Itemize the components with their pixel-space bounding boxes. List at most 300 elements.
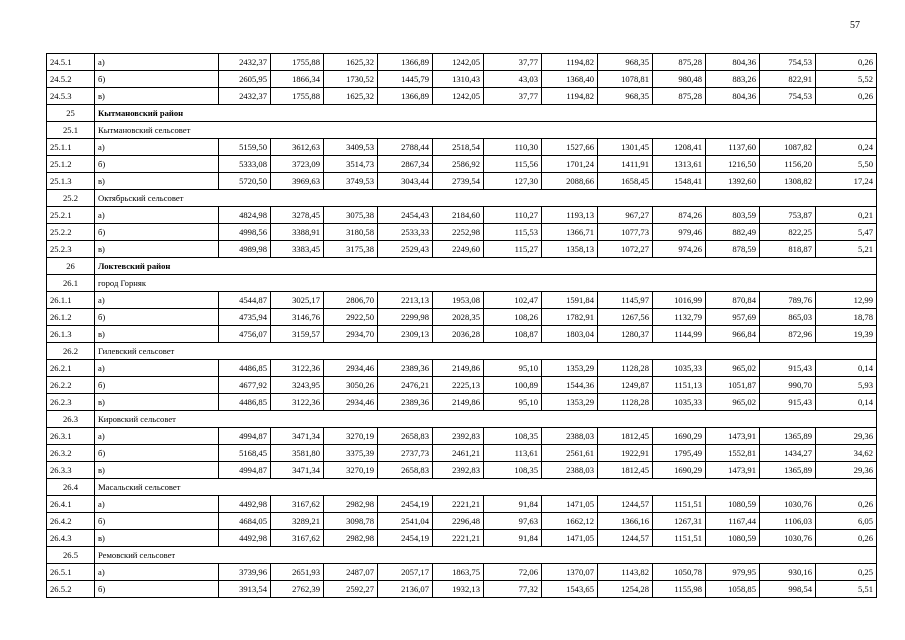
table-cell-value: 1473,91 [706, 462, 760, 479]
table-cell-value: 2651,93 [271, 564, 324, 581]
table-cell-value: 2592,27 [324, 581, 378, 598]
table-cell-value: 3159,57 [271, 326, 324, 343]
row-variant-label: б) [95, 156, 219, 173]
row-code: 26.3.2 [47, 445, 95, 462]
table-cell-value: 1365,89 [760, 428, 816, 445]
table-cell-value: 2982,98 [324, 496, 378, 513]
table-cell-value: 965,02 [706, 394, 760, 411]
table-cell-value: 3175,38 [324, 241, 378, 258]
table-cell-value: 1366,89 [378, 88, 433, 105]
table-cell-value: 1128,28 [598, 394, 653, 411]
table-cell-value: 1473,91 [706, 428, 760, 445]
table-cell-value: 110,30 [484, 139, 542, 156]
table-cell-value: 12,99 [816, 292, 877, 309]
table-cell-value: 1308,82 [760, 173, 816, 190]
table-cell-value: 915,43 [760, 360, 816, 377]
table-cell-value: 1812,45 [598, 462, 653, 479]
table-cell-value: 2533,33 [378, 224, 433, 241]
table-cell-value: 1353,29 [542, 394, 598, 411]
table-row [47, 88, 877, 105]
table-cell-value: 2136,07 [378, 581, 433, 598]
table-cell-value: 2658,83 [378, 428, 433, 445]
row-code: 26.3.3 [47, 462, 95, 479]
table-cell-value: 1353,29 [542, 360, 598, 377]
settlement-title: город Горняк [95, 275, 877, 292]
page-number: 57 [850, 20, 860, 31]
table-cell-value: 1216,50 [706, 156, 760, 173]
table-cell-value: 865,03 [760, 309, 816, 326]
row-code: 26.4.1 [47, 496, 95, 513]
table-row [47, 462, 877, 479]
subsection-header-row [47, 190, 877, 207]
row-variant-label: в) [95, 530, 219, 547]
table-cell-value: 2454,19 [378, 530, 433, 547]
table-cell-value: 2762,39 [271, 581, 324, 598]
table-cell-value: 1863,75 [433, 564, 484, 581]
table-cell-value: 91,84 [484, 530, 542, 547]
row-code: 24.5.1 [47, 54, 95, 71]
row-variant-label: в) [95, 173, 219, 190]
table-cell-value: 1151,51 [653, 496, 706, 513]
row-code: 26.5.2 [47, 581, 95, 598]
table-cell-value: 1690,29 [653, 428, 706, 445]
table-cell-value: 1690,29 [653, 462, 706, 479]
table-row [47, 207, 877, 224]
table-cell-value: 5,52 [816, 71, 877, 88]
table-cell-value: 95,10 [484, 394, 542, 411]
table-row [47, 139, 877, 156]
table-cell-value: 72,06 [484, 564, 542, 581]
table-cell-value: 753,87 [760, 207, 816, 224]
table-cell-value: 818,87 [760, 241, 816, 258]
row-variant-label: б) [95, 581, 219, 598]
settlement-title: Масальский сельсовет [95, 479, 877, 496]
table-cell-value: 3383,45 [271, 241, 324, 258]
table-cell-value: 3723,09 [271, 156, 324, 173]
table-cell-value: 4994,87 [219, 462, 271, 479]
row-code: 25.2.3 [47, 241, 95, 258]
row-variant-label: б) [95, 224, 219, 241]
table-cell-value: 915,43 [760, 394, 816, 411]
table-row [47, 309, 877, 326]
table-row [47, 581, 877, 598]
table-cell-value: 2934,46 [324, 394, 378, 411]
table-row [47, 428, 877, 445]
table-cell-value: 97,63 [484, 513, 542, 530]
table-cell-value: 1434,27 [760, 445, 816, 462]
table-cell-value: 2036,28 [433, 326, 484, 343]
row-code: 26.1.1 [47, 292, 95, 309]
table-cell-value: 5159,50 [219, 139, 271, 156]
table-cell-value: 108,35 [484, 462, 542, 479]
table-cell-value: 34,62 [816, 445, 877, 462]
table-cell-value: 3739,96 [219, 564, 271, 581]
subsection-header-row [47, 411, 877, 428]
table-cell-value: 5720,50 [219, 173, 271, 190]
table-cell-value: 1755,88 [271, 88, 324, 105]
table-cell-value: 1035,33 [653, 394, 706, 411]
table-cell-value: 4492,98 [219, 530, 271, 547]
table-cell-value: 4486,85 [219, 394, 271, 411]
subsection-header-row [47, 275, 877, 292]
table-cell-value: 3913,54 [219, 581, 271, 598]
table-cell-value: 5,51 [816, 581, 877, 598]
table-cell-value: 29,36 [816, 428, 877, 445]
table-cell-value: 1730,52 [324, 71, 378, 88]
row-variant-label: в) [95, 462, 219, 479]
table-cell-value: 102,47 [484, 292, 542, 309]
table-cell-value: 1151,13 [653, 377, 706, 394]
row-code: 26.4.3 [47, 530, 95, 547]
table-cell-value: 882,49 [706, 224, 760, 241]
table-cell-value: 5333,08 [219, 156, 271, 173]
table-cell-value: 1658,45 [598, 173, 653, 190]
settlement-title: Ремовский сельсовет [95, 547, 877, 564]
row-code: 26.2.2 [47, 377, 95, 394]
table-cell-value: 29,36 [816, 462, 877, 479]
table-cell-value: 0,14 [816, 394, 877, 411]
table-cell-value: 1866,34 [271, 71, 324, 88]
table-cell-value: 1051,87 [706, 377, 760, 394]
table-cell-value: 2296,48 [433, 513, 484, 530]
settlement-title: Октябрьский сельсовет [95, 190, 877, 207]
row-code: 26.1.3 [47, 326, 95, 343]
table-cell-value: 1208,41 [653, 139, 706, 156]
table-cell-value: 2057,17 [378, 564, 433, 581]
table-cell-value: 1151,51 [653, 530, 706, 547]
table-cell-value: 4492,98 [219, 496, 271, 513]
table-row [47, 445, 877, 462]
table-cell-value: 0,26 [816, 496, 877, 513]
table-row [47, 71, 877, 88]
table-cell-value: 2739,54 [433, 173, 484, 190]
row-variant-label: а) [95, 360, 219, 377]
table-cell-value: 0,26 [816, 530, 877, 547]
table-cell-value: 2586,92 [433, 156, 484, 173]
row-code: 25.1.2 [47, 156, 95, 173]
table-cell-value: 0,26 [816, 88, 877, 105]
table-cell-value: 804,36 [706, 88, 760, 105]
table-cell-value: 883,26 [706, 71, 760, 88]
table-row [47, 326, 877, 343]
table-cell-value: 1249,87 [598, 377, 653, 394]
row-code: 25.2 [47, 190, 95, 207]
district-title: Кытмановский район [95, 105, 877, 122]
table-cell-value: 875,28 [653, 54, 706, 71]
row-code: 25.2.2 [47, 224, 95, 241]
table-cell-value: 967,27 [598, 207, 653, 224]
table-cell-value: 1310,43 [433, 71, 484, 88]
row-code: 26.2.3 [47, 394, 95, 411]
row-variant-label: а) [95, 564, 219, 581]
table-cell-value: 1016,99 [653, 292, 706, 309]
row-code: 26.5.1 [47, 564, 95, 581]
table-cell-value: 966,84 [706, 326, 760, 343]
table-cell-value: 754,53 [760, 54, 816, 71]
table-cell-value: 3471,34 [271, 428, 324, 445]
table-cell-value: 1370,07 [542, 564, 598, 581]
table-row [47, 496, 877, 513]
table-cell-value: 2388,03 [542, 428, 598, 445]
table-cell-value: 1058,85 [706, 581, 760, 598]
table-cell-value: 1552,81 [706, 445, 760, 462]
table-cell-value: 2389,36 [378, 360, 433, 377]
table-cell-value: 1701,24 [542, 156, 598, 173]
table-cell-value: 2737,73 [378, 445, 433, 462]
row-code: 25.2.1 [47, 207, 95, 224]
district-title: Локтевский район [95, 258, 877, 275]
table-cell-value: 1932,13 [433, 581, 484, 598]
table-cell-value: 2221,21 [433, 496, 484, 513]
table-row [47, 224, 877, 241]
table-cell-value: 1548,41 [653, 173, 706, 190]
table-cell-value: 980,48 [653, 71, 706, 88]
table-cell-value: 1030,76 [760, 530, 816, 547]
table-cell-value: 1242,05 [433, 88, 484, 105]
table-cell-value: 1755,88 [271, 54, 324, 71]
table-cell-value: 1106,03 [760, 513, 816, 530]
table-row [47, 54, 877, 71]
row-code: 26.2 [47, 343, 95, 360]
table-cell-value: 1078,81 [598, 71, 653, 88]
table-cell-value: 1795,49 [653, 445, 706, 462]
table-cell-value: 4994,87 [219, 428, 271, 445]
subsection-header-row [47, 343, 877, 360]
table-cell-value: 3581,80 [271, 445, 324, 462]
table-cell-value: 1132,79 [653, 309, 706, 326]
row-code: 26 [47, 258, 95, 275]
row-code: 25.1.1 [47, 139, 95, 156]
table-cell-value: 1591,84 [542, 292, 598, 309]
row-code: 25.1.3 [47, 173, 95, 190]
table-cell-value: 2487,07 [324, 564, 378, 581]
table-cell-value: 1392,60 [706, 173, 760, 190]
table-cell-value: 1445,79 [378, 71, 433, 88]
table-cell-value: 2461,21 [433, 445, 484, 462]
table-cell-value: 1267,56 [598, 309, 653, 326]
table-cell-value: 872,96 [760, 326, 816, 343]
table-body [47, 54, 877, 598]
table-cell-value: 2867,34 [378, 156, 433, 173]
row-code: 26.1.2 [47, 309, 95, 326]
section-header-row [47, 105, 877, 122]
subsection-header-row [47, 479, 877, 496]
table-cell-value: 2432,37 [219, 88, 271, 105]
table-row [47, 173, 877, 190]
table-cell-value: 2806,70 [324, 292, 378, 309]
table-cell-value: 3375,39 [324, 445, 378, 462]
table-cell-value: 1194,82 [542, 54, 598, 71]
table-cell-value: 1244,57 [598, 496, 653, 513]
table-cell-value: 2388,03 [542, 462, 598, 479]
table-cell-value: 3122,36 [271, 360, 324, 377]
table-cell-value: 4684,05 [219, 513, 271, 530]
table-cell-value: 822,25 [760, 224, 816, 241]
table-cell-value: 1194,82 [542, 88, 598, 105]
table-cell-value: 3122,36 [271, 394, 324, 411]
table-cell-value: 957,69 [706, 309, 760, 326]
table-row [47, 360, 877, 377]
table-cell-value: 5,47 [816, 224, 877, 241]
table-cell-value: 1662,12 [542, 513, 598, 530]
table-cell-value: 108,26 [484, 309, 542, 326]
row-code: 24.5.3 [47, 88, 95, 105]
table-cell-value: 990,70 [760, 377, 816, 394]
table-cell-value: 5168,45 [219, 445, 271, 462]
table-cell-value: 1812,45 [598, 428, 653, 445]
row-code: 26.5 [47, 547, 95, 564]
table-cell-value: 878,59 [706, 241, 760, 258]
table-row [47, 156, 877, 173]
table-cell-value: 2149,86 [433, 394, 484, 411]
table-cell-value: 1193,13 [542, 207, 598, 224]
table-cell-value: 3043,44 [378, 173, 433, 190]
table-cell-value: 3075,38 [324, 207, 378, 224]
table-cell-value: 115,53 [484, 224, 542, 241]
table-row [47, 394, 877, 411]
table-cell-value: 965,02 [706, 360, 760, 377]
row-variant-label: а) [95, 292, 219, 309]
table-cell-value: 1080,59 [706, 530, 760, 547]
table-cell-value: 1366,89 [378, 54, 433, 71]
table-cell-value: 5,50 [816, 156, 877, 173]
row-variant-label: б) [95, 445, 219, 462]
table-cell-value: 804,36 [706, 54, 760, 71]
table-cell-value: 1156,20 [760, 156, 816, 173]
table-cell-value: 2184,60 [433, 207, 484, 224]
table-cell-value: 3025,17 [271, 292, 324, 309]
table-cell-value: 2299,98 [378, 309, 433, 326]
table-cell-value: 1144,99 [653, 326, 706, 343]
row-code: 26.3.1 [47, 428, 95, 445]
table-cell-value: 1072,27 [598, 241, 653, 258]
table-cell-value: 1471,05 [542, 530, 598, 547]
table-cell-value: 3270,19 [324, 462, 378, 479]
row-variant-label: б) [95, 71, 219, 88]
table-cell-value: 1922,91 [598, 445, 653, 462]
table-cell-value: 3146,76 [271, 309, 324, 326]
table-cell-value: 1254,28 [598, 581, 653, 598]
table-cell-value: 3969,63 [271, 173, 324, 190]
table-cell-value: 2225,13 [433, 377, 484, 394]
table-row [47, 292, 877, 309]
row-variant-label: а) [95, 428, 219, 445]
table-cell-value: 115,27 [484, 241, 542, 258]
table-cell-value: 1366,71 [542, 224, 598, 241]
row-variant-label: а) [95, 207, 219, 224]
table-cell-value: 77,32 [484, 581, 542, 598]
table-cell-value: 2392,83 [433, 462, 484, 479]
table-cell-value: 1050,78 [653, 564, 706, 581]
table-cell-value: 2561,61 [542, 445, 598, 462]
table-cell-value: 110,27 [484, 207, 542, 224]
section-header-row [47, 258, 877, 275]
table-cell-value: 1155,98 [653, 581, 706, 598]
table-cell-value: 2252,98 [433, 224, 484, 241]
table-cell-value: 1411,91 [598, 156, 653, 173]
table-cell-value: 3270,19 [324, 428, 378, 445]
table-cell-value: 5,21 [816, 241, 877, 258]
table-cell-value: 1953,08 [433, 292, 484, 309]
row-variant-label: б) [95, 377, 219, 394]
table-cell-value: 2149,86 [433, 360, 484, 377]
row-code: 26.4.2 [47, 513, 95, 530]
table-row [47, 241, 877, 258]
table-cell-value: 822,91 [760, 71, 816, 88]
table-cell-value: 874,26 [653, 207, 706, 224]
table-cell-value: 100,89 [484, 377, 542, 394]
table-cell-value: 1358,13 [542, 241, 598, 258]
table-cell-value: 1167,44 [706, 513, 760, 530]
row-variant-label: в) [95, 88, 219, 105]
table-row [47, 530, 877, 547]
table-cell-value: 2658,83 [378, 462, 433, 479]
table-cell-value: 2389,36 [378, 394, 433, 411]
table-cell-value: 2476,21 [378, 377, 433, 394]
subsection-header-row [47, 122, 877, 139]
table-cell-value: 1280,37 [598, 326, 653, 343]
table-cell-value: 17,24 [816, 173, 877, 190]
table-cell-value: 870,84 [706, 292, 760, 309]
table-cell-value: 3050,26 [324, 377, 378, 394]
table-cell-value: 2788,44 [378, 139, 433, 156]
table-cell-value: 1527,66 [542, 139, 598, 156]
table-cell-value: 1543,65 [542, 581, 598, 598]
table-cell-value: 4486,85 [219, 360, 271, 377]
table-cell-value: 1782,91 [542, 309, 598, 326]
table-cell-value: 968,35 [598, 54, 653, 71]
table-cell-value: 803,59 [706, 207, 760, 224]
table-cell-value: 1087,82 [760, 139, 816, 156]
table-cell-value: 3514,73 [324, 156, 378, 173]
table-cell-value: 0,24 [816, 139, 877, 156]
settlement-title: Кытмановский сельсовет [95, 122, 877, 139]
table-cell-value: 2934,46 [324, 360, 378, 377]
row-code: 26.4 [47, 479, 95, 496]
table-cell-value: 3278,45 [271, 207, 324, 224]
table-cell-value: 1313,61 [653, 156, 706, 173]
table-cell-value: 2221,21 [433, 530, 484, 547]
row-code: 26.1 [47, 275, 95, 292]
table-cell-value: 3243,95 [271, 377, 324, 394]
table-cell-value: 1366,16 [598, 513, 653, 530]
table-cell-value: 2982,98 [324, 530, 378, 547]
tariff-table [46, 53, 877, 598]
row-variant-label: а) [95, 139, 219, 156]
table-cell-value: 1030,76 [760, 496, 816, 513]
table-cell-value: 1365,89 [760, 462, 816, 479]
subsection-header-row [47, 547, 877, 564]
table-cell-value: 2529,43 [378, 241, 433, 258]
table-cell-value: 3289,21 [271, 513, 324, 530]
settlement-title: Гилевский сельсовет [95, 343, 877, 360]
table-cell-value: 1077,73 [598, 224, 653, 241]
table-cell-value: 4735,94 [219, 309, 271, 326]
table-cell-value: 1080,59 [706, 496, 760, 513]
table-cell-value: 754,53 [760, 88, 816, 105]
row-variant-label: а) [95, 54, 219, 71]
table-cell-value: 0,26 [816, 54, 877, 71]
row-variant-label: б) [95, 513, 219, 530]
table-cell-value: 127,30 [484, 173, 542, 190]
settlement-title: Кировский сельсовет [95, 411, 877, 428]
table-cell-value: 2249,60 [433, 241, 484, 258]
table-cell-value: 1301,45 [598, 139, 653, 156]
row-code: 26.3 [47, 411, 95, 428]
table-cell-value: 4998,56 [219, 224, 271, 241]
table-cell-value: 1128,28 [598, 360, 653, 377]
table-cell-value: 3409,53 [324, 139, 378, 156]
